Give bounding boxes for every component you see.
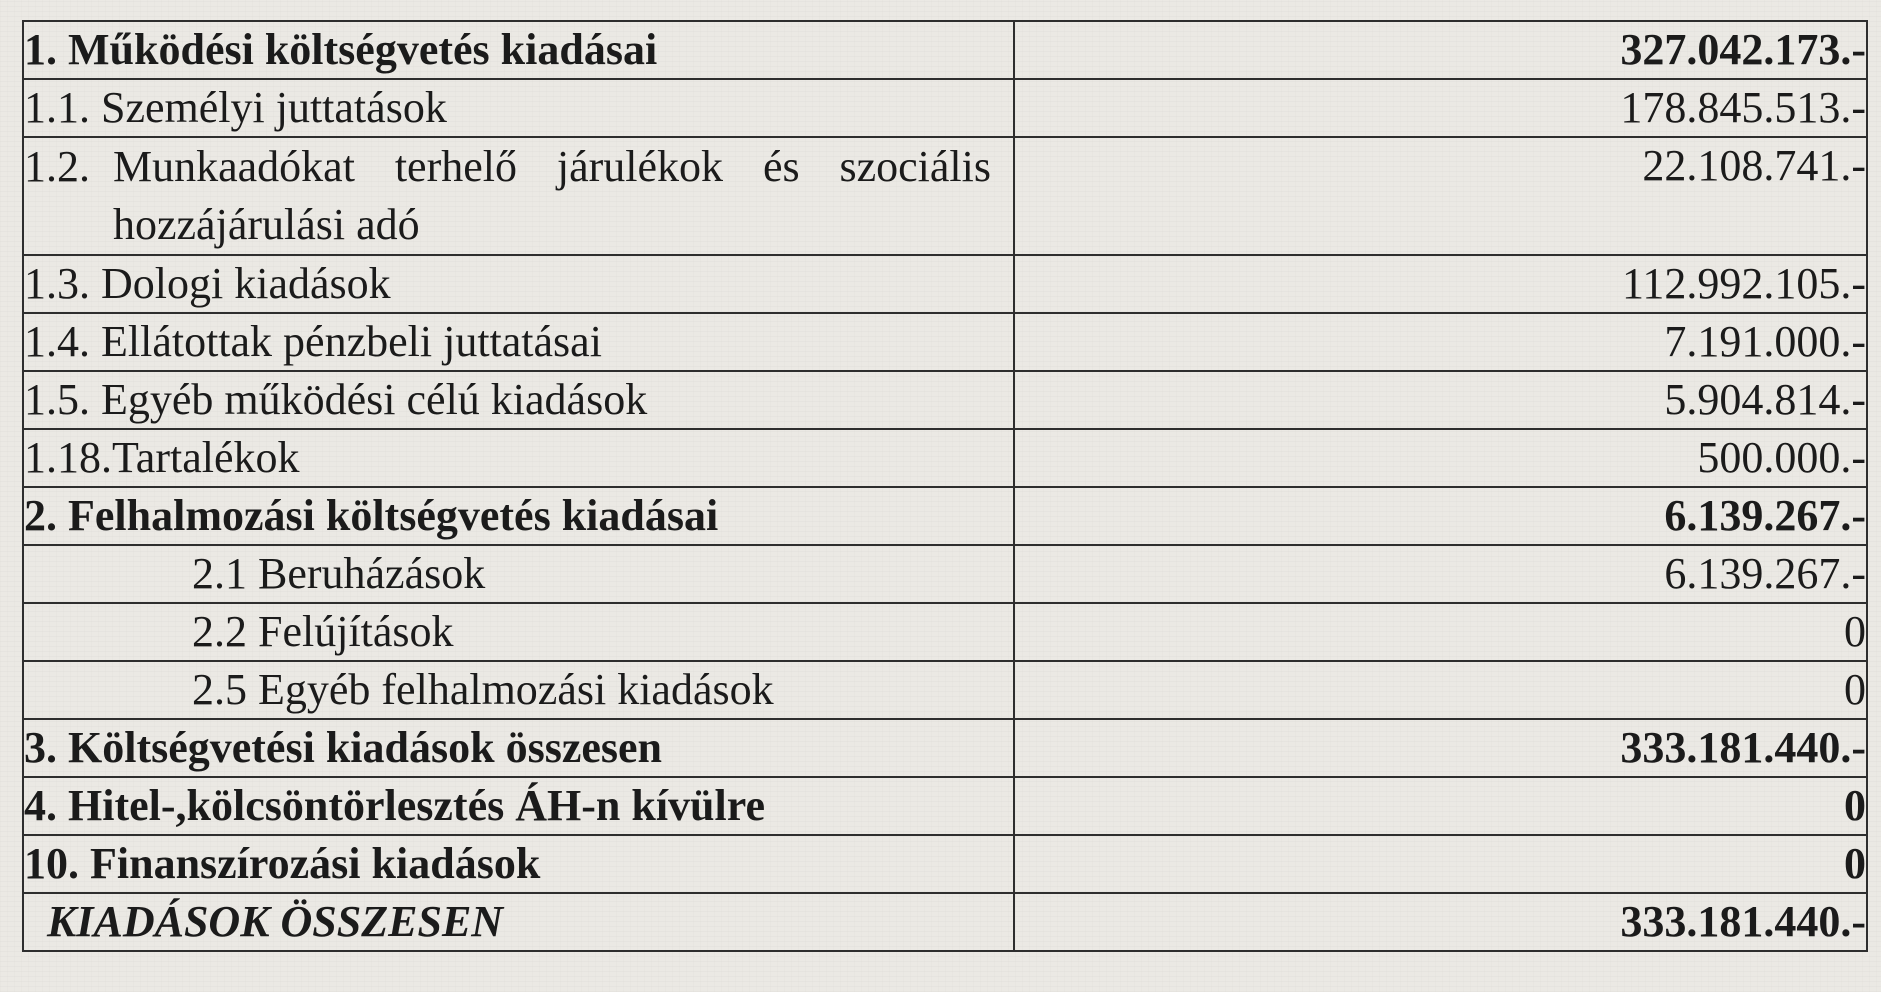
row-label: 10. Finanszírozási kiadások [23,835,1014,893]
row-label: 3. Költségvetési kiadások összesen [23,719,1014,777]
row-label: 4. Hitel-,kölcsöntörlesztés ÁH-n kívülre [23,777,1014,835]
table-row [23,255,1867,313]
table-row [23,545,1867,603]
table-row [23,603,1867,661]
row-amount: 7.191.000.- [1014,313,1867,371]
row-label: 2.5 Egyéb felhalmozási kiadások [23,661,1014,719]
row-amount: 112.992.105.- [1014,255,1867,313]
row-amount: 0 [1014,777,1867,835]
row-amount: 0 [1014,603,1867,661]
table-row [23,777,1867,835]
expenditure-table [22,20,1868,952]
table-row [23,719,1867,777]
table-row [23,429,1867,487]
grand-total-amount: 333.181.440.- [1014,893,1867,951]
row-number: 1.2. [24,142,90,191]
row-amount: 500.000.- [1014,429,1867,487]
row-amount: 22.108.741.- [1014,137,1867,255]
row-amount: 178.845.513.- [1014,79,1867,137]
row-label: 1. Működési költségvetés kiadásai [23,21,1014,79]
table-row [23,835,1867,893]
row-amount: 5.904.814.- [1014,371,1867,429]
row-label: 1.3. Dologi kiadások [23,255,1014,313]
row-label [23,137,1014,255]
row-label: 1.5. Egyéb működési célú kiadások [23,371,1014,429]
row-text: Munkaadókat terhelő járulékok és szociális hozzájárulási adó [113,142,991,249]
table-row [23,313,1867,371]
table-row [23,79,1867,137]
row-label: 2.2 Felújítások [23,603,1014,661]
row-amount: 327.042.173.- [1014,21,1867,79]
table-row [23,371,1867,429]
row-amount: 333.181.440.- [1014,719,1867,777]
row-amount: 0 [1014,661,1867,719]
grand-total-label: KIADÁSOK ÖSSZESEN [23,893,1014,951]
table-row [23,487,1867,545]
row-label: 2. Felhalmozási költségvetés kiadásai [23,487,1014,545]
table-row [23,21,1867,79]
row-label: 1.1. Személyi juttatások [23,79,1014,137]
grand-total-row [23,893,1867,951]
row-amount: 6.139.267.- [1014,545,1867,603]
row-label: 2.1 Beruházások [23,545,1014,603]
table-row [23,661,1867,719]
table-row [23,137,1867,255]
row-label: 1.18.Tartalékok [23,429,1014,487]
row-label: 1.4. Ellátottak pénzbeli juttatásai [23,313,1014,371]
row-amount: 6.139.267.- [1014,487,1867,545]
row-amount: 0 [1014,835,1867,893]
